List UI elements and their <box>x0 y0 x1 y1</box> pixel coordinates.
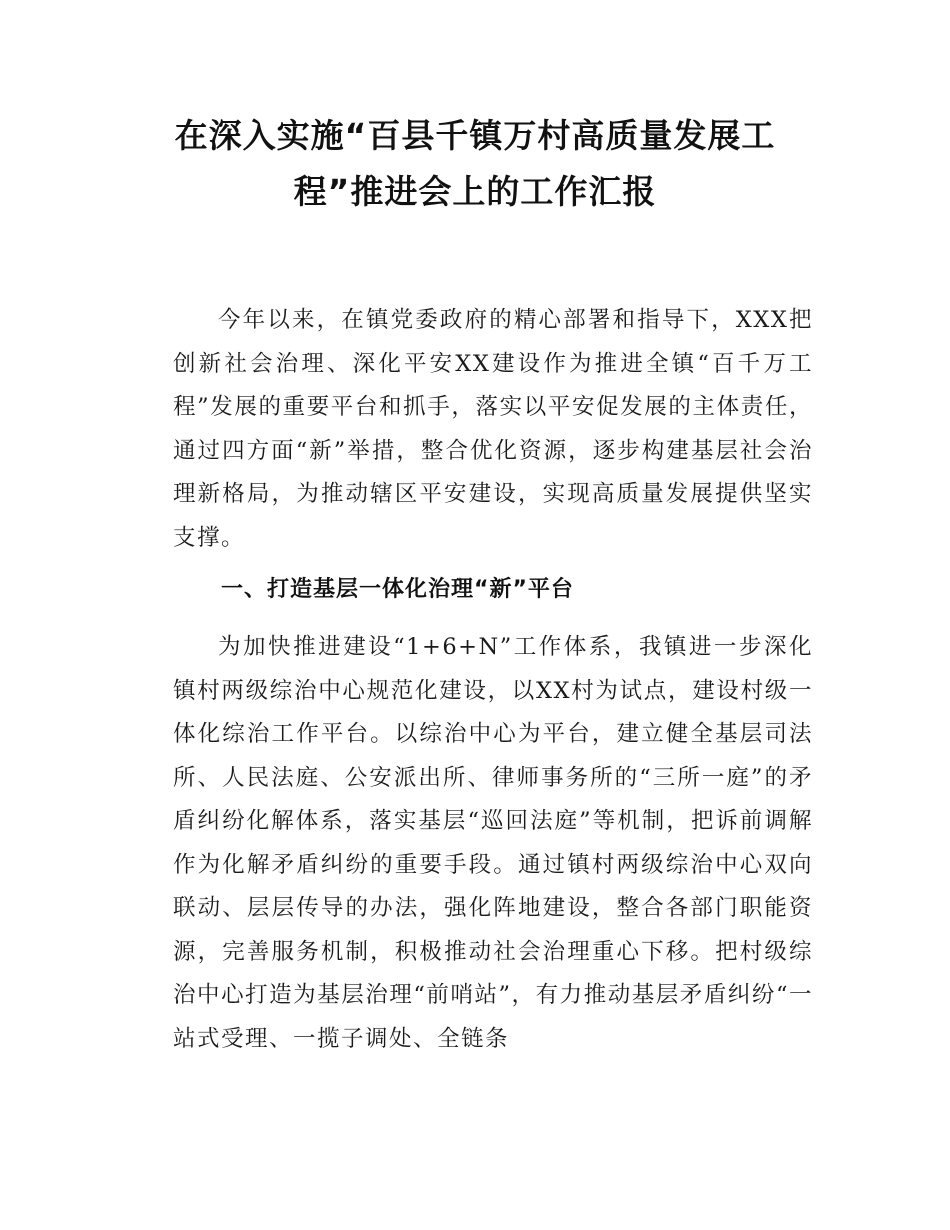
intro-paragraph: 今年以来，在镇党委政府的精心部署和指导下，XXX把创新社会治理、深化平安XX建设作为推进全镇“百千万工程”发展的重要平台和抓手，落实以平安促发展的主体责任，通过四方面“新”举措，整合优化资源，逐步构建基层社会治理新格局，为推动辖区平安建设，实现高质量发展提供坚实支撑。 <box>173 307 813 551</box>
document-title-line-2: 程”推进会上的工作汇报 <box>293 172 657 211</box>
document-title-line-1: 在深入实施“百县千镇万村高质量发展工 <box>174 116 776 155</box>
document-title <box>150 108 800 220</box>
section-1-heading: 一、打造基层一体化治理“新”平台 <box>221 577 574 602</box>
section-1-paragraph: 为加快推进建设“1+6+N”工作体系，我镇进一步深化镇村两级综治中心规范化建设，以XX村为试点，建设村级一体化综治工作平台。以综治中心为平台，建立健全基层司法所、人民法庭、公安派出所、律师事务所的“三所一庭”的矛盾纠纷化解体系，落实基层“巡回法庭”等机制，把诉前调解作为化解矛盾纠纷的重要手段。通过镇村两级综治中心双向联动、层层传导的办法，强化阵地建设，整合各部门职能资源，完善服务机制，积极推动社会治理重心下移。把村级综治中心打造为基层治理“前哨站”，有力推动基层矛盾纠纷“一站式受理、一揽子调处、全链条 <box>173 634 813 1052</box>
